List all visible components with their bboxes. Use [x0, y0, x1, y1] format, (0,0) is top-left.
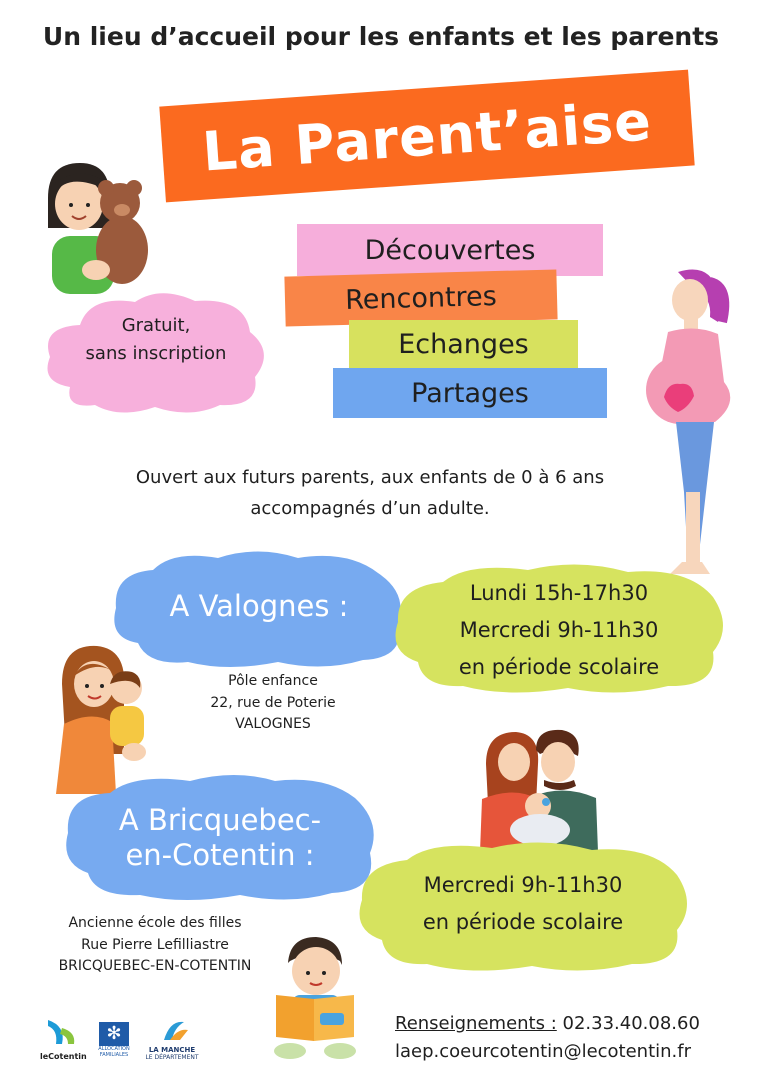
- band-echanges-label: Echanges: [398, 328, 529, 360]
- bricquebec-schedule-line2: en période scolaire: [422, 909, 624, 934]
- band-echanges: [349, 320, 578, 368]
- valognes-address-line2: 22, rue de Poterie: [210, 694, 336, 711]
- headline: Un lieu d’accueil pour les enfants et les parents: [42, 22, 720, 51]
- band-partages-label: Partages: [411, 377, 529, 409]
- manche-logo-text-2: LE DÉPARTEMENT: [145, 1054, 199, 1061]
- cotentin-logo: [40, 1018, 87, 1061]
- manche-logo-text-1: LA MANCHE: [148, 1046, 196, 1054]
- audience-text: [60, 463, 680, 524]
- pregnant-woman-illustration: [640, 262, 750, 582]
- valognes-schedule-line1: Lundi 15h-17h30: [469, 581, 649, 605]
- band-rencontres-label: Rencontres: [344, 280, 498, 316]
- valognes-label: A Valognes :: [169, 589, 349, 623]
- bricquebec-schedule: [352, 867, 694, 941]
- bricquebec-address-line3: BRICQUEBEC-EN-COTENTIN: [58, 958, 252, 975]
- free-note-line2: sans inscription: [85, 342, 227, 364]
- bricquebec-address: [20, 913, 290, 978]
- audience-line1: Ouvert aux futurs parents, aux enfants de 0 à 6 ans: [135, 467, 605, 488]
- audience-line2: accompagnés d’un adulte.: [250, 497, 490, 519]
- bricquebec-schedule-line1: Mercredi 9h-11h30: [423, 873, 623, 897]
- caf-logo: [97, 1022, 131, 1058]
- free-note-line1: Gratuit,: [121, 315, 191, 336]
- contact-label: Renseignements :: [395, 1013, 557, 1034]
- valognes-schedule-line3: en période scolaire: [458, 654, 660, 679]
- valognes-schedule: [388, 575, 730, 685]
- valognes-schedule-line2: Mercredi 9h-11h30: [459, 617, 659, 642]
- title-text: La Parent’aise: [200, 88, 654, 184]
- contact-email: laep.coeurcotentin@lecotentin.fr: [395, 1040, 692, 1062]
- title-banner: [159, 70, 694, 203]
- band-decouvertes-label: Découvertes: [364, 234, 536, 266]
- valognes-address: [180, 671, 366, 736]
- mother-child-illustration: [52, 644, 162, 794]
- valognes-address-line1: Pôle enfance: [228, 673, 318, 689]
- band-rencontres: [284, 269, 557, 326]
- reading-boy-illustration: [270, 933, 360, 1063]
- cotentin-logo-mark: [40, 1018, 82, 1048]
- manche-logo-mark: [144, 1018, 200, 1042]
- bricquebec-label: [60, 803, 380, 873]
- bricquebec-label-line1: A Bricquebec-: [118, 803, 322, 837]
- band-decouvertes: [297, 224, 603, 276]
- bricquebec-address-line2: Rue Pierre Lefilliastre: [81, 936, 229, 953]
- girl-with-teddy-illustration: [38, 158, 150, 298]
- bricquebec-address-line1: Ancienne école des filles: [68, 915, 242, 931]
- contact-phone: 02.33.40.08.60: [562, 1013, 700, 1034]
- caf-snowflake-icon: ✻: [99, 1022, 129, 1046]
- band-partages: [333, 368, 607, 418]
- cotentin-logo-text: leCotentin: [40, 1052, 87, 1061]
- caf-logo-text: ALLOCATION FAMILIALES: [98, 1046, 130, 1058]
- contact-block: [395, 1010, 735, 1066]
- free-note: [40, 312, 272, 368]
- contact-line: [395, 1010, 735, 1038]
- valognes-address-line3: VALOGNES: [235, 716, 311, 733]
- family-illustration: [478, 724, 602, 854]
- manche-logo: [144, 1018, 200, 1061]
- bricquebec-label-line2: en-Cotentin :: [125, 837, 315, 872]
